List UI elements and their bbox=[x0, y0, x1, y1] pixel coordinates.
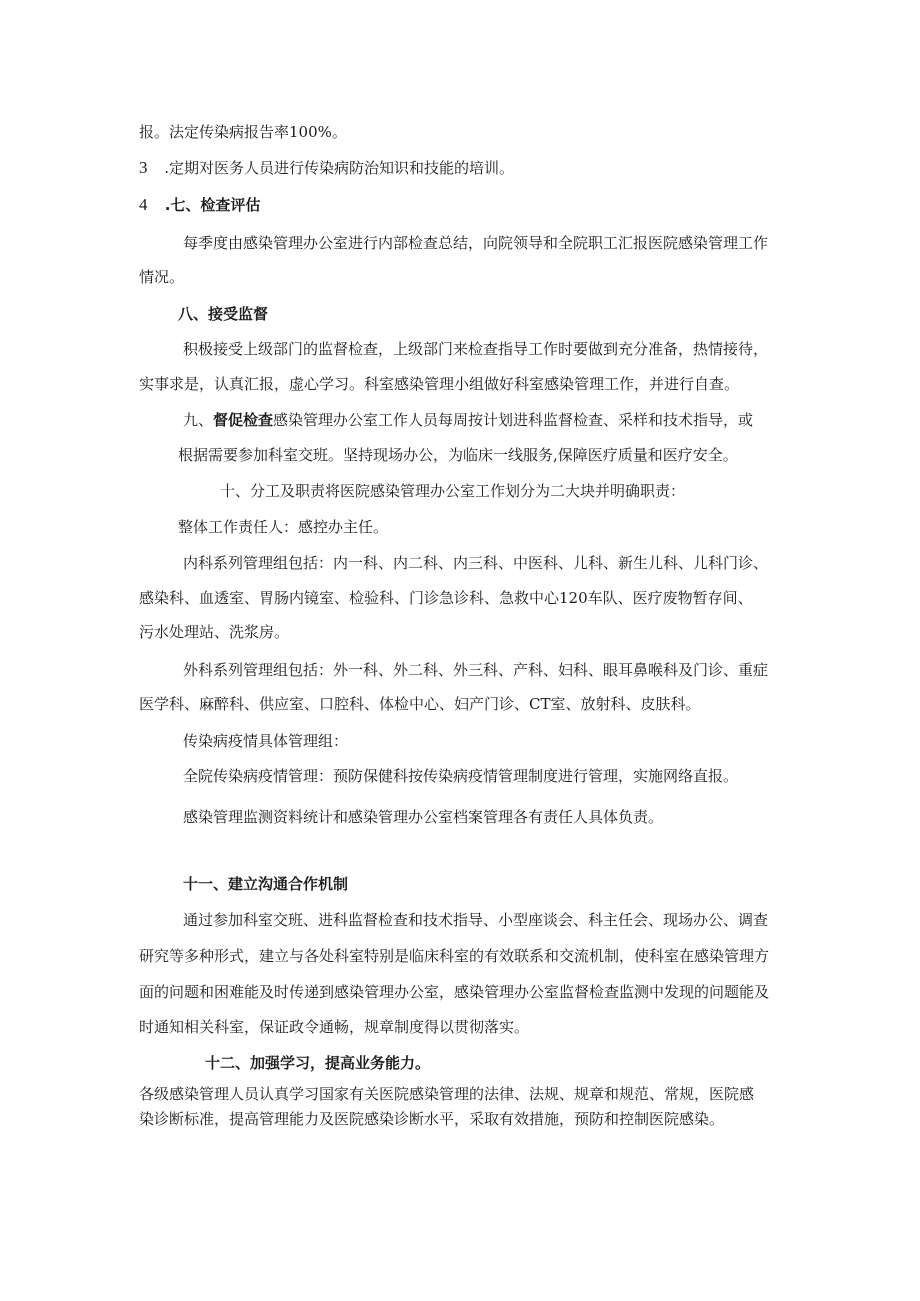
heading-text: .七、检查评估 bbox=[164, 196, 261, 214]
text-line: 污水处理站、洗浆房。 bbox=[139, 623, 290, 641]
text-line: 染诊断标准，提高管理能力及医院感染诊断水平，采取有效措施，预防和控制医院感染。 bbox=[139, 1110, 725, 1128]
text-line: 感染科、血透室、胃肠内镜室、检验科、门诊急诊科、急救中心120车队、医疗废物暂存间、 bbox=[139, 589, 753, 607]
heading-prefix: 九、 bbox=[183, 411, 214, 429]
section-heading-11: 十一、建立沟通合作机制 bbox=[183, 875, 349, 893]
section-heading-8: 八、接受监督 bbox=[178, 305, 269, 323]
heading-bold: 督促检查 bbox=[213, 411, 274, 429]
text-line: 医学科、麻醉科、供应室、口腔科、体检中心、妇产门诊、CT室、放射科、皮肤科。 bbox=[139, 695, 701, 713]
list-number: 4 bbox=[139, 195, 148, 214]
text-line: 情况。 bbox=[139, 268, 185, 286]
section-heading-10: 十、分工及职责将医院感染管理办公室工作划分为二大块并明确职责： bbox=[220, 482, 686, 500]
text-line: 外科系列管理组包括：外一科、外二科、外三科、产科、妇科、眼耳鼻喉科及门诊、重症 bbox=[183, 661, 769, 679]
text-line: 全院传染病疫情管理：预防保健科按传染病疫情管理制度进行管理，实施网络直报。 bbox=[183, 767, 739, 785]
text-line: 根据需要参加科室交班。坚持现场办公，为临床一线服务,保障医疗质量和医疗安全。 bbox=[178, 446, 738, 464]
text-line: 报。法定传染病报告率100%。 bbox=[139, 123, 347, 141]
text-line: 通过参加科室交班、进科监督检查和技术指导、小型座谈会、科主任会、现场办公、调查 bbox=[183, 911, 769, 929]
text-line: 积极接受上级部门的监督检查，上级部门来检查指导工作时要做到充分准备，热情接待， bbox=[183, 340, 769, 358]
text-line: 每季度由感染管理办公室进行内部检查总结，向院领导和全院职工汇报医院感染管理工作 bbox=[183, 234, 769, 252]
list-item-3 bbox=[139, 157, 514, 179]
text-line: 整体工作责任人：感控办主任。 bbox=[178, 518, 389, 536]
text-line: 时通知相关科室，保证政令通畅，规章制度得以贯彻落实。 bbox=[139, 1018, 530, 1036]
section-heading-9 bbox=[183, 409, 753, 431]
list-number: 3 bbox=[139, 158, 148, 177]
section-heading-7 bbox=[139, 194, 260, 216]
text-line: 内科系列管理组包括：内一科、内二科、内三科、中医科、儿科、新生儿科、儿科门诊、 bbox=[183, 554, 769, 572]
text-line: 传染病疫情具体管理组： bbox=[183, 732, 349, 750]
heading-text: 感染管理办公室工作人员每周按计划进科监督检查、采样和技术指导，或 bbox=[273, 411, 754, 429]
text-line: 感染管理监测资料统计和感染管理办公室档案管理各有责任人具体负责。 bbox=[183, 808, 664, 826]
section-heading-12: 十二、加强学习，提高业务能力。 bbox=[205, 1054, 431, 1072]
text-line: 面的问题和困难能及时传递到感染管理办公室，感染管理办公室监督检查监测中发现的问题能及 bbox=[139, 983, 770, 1001]
text-line: 实事求是，认真汇报，虚心学习。科室感染管理小组做好科室感染管理工作，并进行自查。 bbox=[139, 375, 740, 393]
text-line: 各级感染管理人员认真学习国家有关医院感染管理的法律、法规、规章和规范、常规，医院感 bbox=[139, 1085, 755, 1103]
text-line: 研究等多种形式，建立与各处科室特别是临床科室的有效联系和交流机制，使科室在感染管理方 bbox=[139, 947, 770, 965]
list-text: .定期对医务人员进行传染病防治知识和技能的培训。 bbox=[164, 159, 515, 177]
